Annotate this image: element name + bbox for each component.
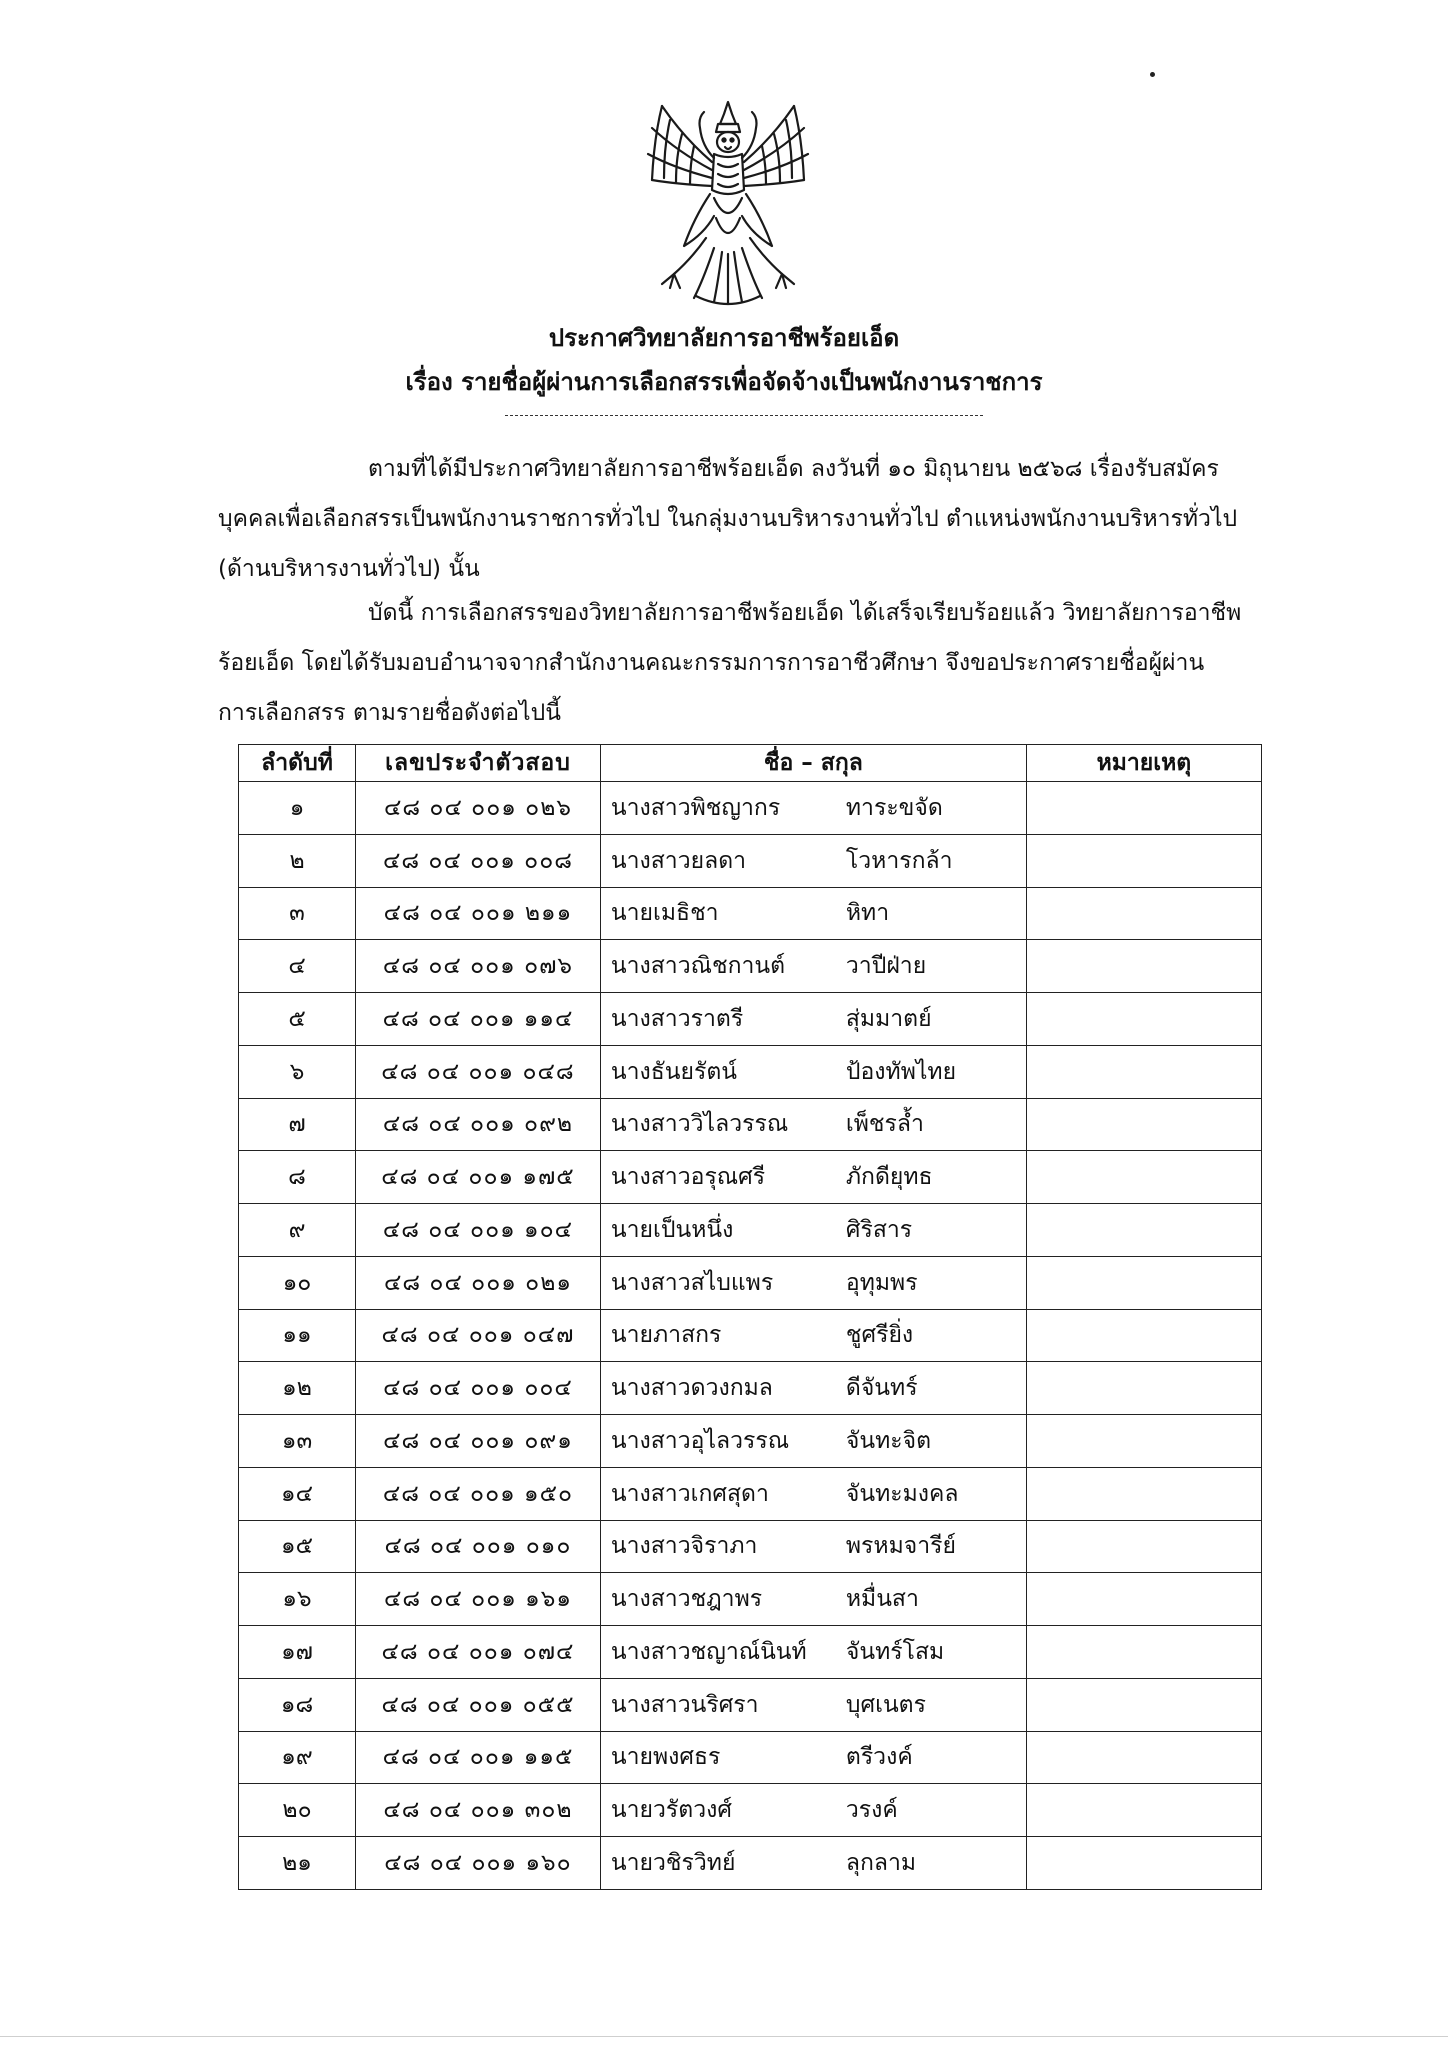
- row-given-name: นางสาวยลดา: [610, 847, 747, 874]
- row-exam-id: ๔๘ ๐๔ ๐๐๑ ๐๗๔: [356, 1626, 601, 1679]
- row-full-name: [600, 1045, 1026, 1098]
- row-number: ๑๙: [239, 1731, 356, 1784]
- row-number: ๑: [239, 782, 356, 835]
- row-number: ๑๑: [239, 1309, 356, 1362]
- row-surname: หิทา: [845, 900, 890, 927]
- row-given-name: นางสาวเกศสุดา: [610, 1480, 769, 1507]
- row-surname: จันทะจิต: [845, 1427, 932, 1454]
- row-surname: ตรีวงค์: [845, 1744, 913, 1771]
- table-row: [239, 1415, 1262, 1468]
- row-full-name: [600, 1098, 1026, 1151]
- table-row: [239, 1309, 1262, 1362]
- table-row: [239, 782, 1262, 835]
- row-given-name: นายเป็นหนึ่ง: [610, 1216, 734, 1243]
- row-given-name: นางสาวชญาณ์นินท์: [610, 1638, 807, 1665]
- row-full-name: [600, 1520, 1026, 1573]
- candidates-table: [238, 744, 1262, 1890]
- row-note: [1026, 1309, 1261, 1362]
- row-full-name: [600, 1204, 1026, 1257]
- row-note: [1026, 1731, 1261, 1784]
- paragraph-2-line: บัดนี้ การเลือกสรรของวิทยาลัยการอาชีพร้อยเอ็ด ได้เสร็จเรียบร้อยแล้ว วิทยาลัยการอาชีพ: [368, 600, 1242, 626]
- row-note: [1026, 1573, 1261, 1626]
- row-exam-id: ๔๘ ๐๔ ๐๐๑ ๑๑๔: [356, 993, 601, 1046]
- row-full-name: [600, 887, 1026, 940]
- garuda-emblem-icon: [644, 98, 812, 306]
- table-row: [239, 1626, 1262, 1679]
- row-surname: เพ็ชรล้ำ: [845, 1111, 924, 1138]
- header-name: ชื่อ – สกุล: [600, 745, 1026, 782]
- row-full-name: [600, 1415, 1026, 1468]
- row-number: ๒: [239, 834, 356, 887]
- row-exam-id: ๔๘ ๐๔ ๐๐๑ ๐๕๕: [356, 1678, 601, 1731]
- row-exam-id: ๔๘ ๐๔ ๐๐๑ ๐๒๑: [356, 1256, 601, 1309]
- row-note: [1026, 940, 1261, 993]
- row-given-name: นางสาวนริศรา: [610, 1691, 759, 1718]
- paragraph-2-line: การเลือกสรร ตามรายชื่อดังต่อไปนี้: [218, 700, 561, 726]
- paragraph-1-line: (ด้านบริหารงานทั่วไป) นั้น: [218, 556, 480, 582]
- row-exam-id: ๔๘ ๐๔ ๐๐๑ ๑๖๑: [356, 1573, 601, 1626]
- row-exam-id: ๔๘ ๐๔ ๐๐๑ ๐๒๖: [356, 782, 601, 835]
- row-full-name: [600, 1731, 1026, 1784]
- row-given-name: นางสาวอุไลวรรณ: [610, 1427, 790, 1454]
- row-given-name: นางธันยรัตน์: [610, 1058, 738, 1085]
- row-note: [1026, 1626, 1261, 1679]
- scan-edge-line: [0, 2036, 1448, 2037]
- row-exam-id: ๔๘ ๐๔ ๐๐๑ ๐๔๗: [356, 1309, 601, 1362]
- table-body: [239, 782, 1262, 1890]
- row-full-name: [600, 1837, 1026, 1890]
- table-row: [239, 1362, 1262, 1415]
- row-note: [1026, 834, 1261, 887]
- table-row: [239, 1151, 1262, 1204]
- row-full-name: [600, 1678, 1026, 1731]
- row-note: [1026, 1151, 1261, 1204]
- row-full-name: [600, 940, 1026, 993]
- table-row: [239, 1520, 1262, 1573]
- table-row: [239, 887, 1262, 940]
- row-full-name: [600, 1309, 1026, 1362]
- row-surname: ลุกลาม: [845, 1850, 917, 1876]
- table-row: [239, 1204, 1262, 1257]
- row-number: ๒๐: [239, 1784, 356, 1837]
- row-full-name: [600, 1626, 1026, 1679]
- row-full-name: [600, 1573, 1026, 1626]
- row-surname: ป้องทัพไทย: [845, 1058, 957, 1085]
- row-number: ๑๖: [239, 1573, 356, 1626]
- table-row: [239, 834, 1262, 887]
- row-number: ๑๘: [239, 1678, 356, 1731]
- table-row: [239, 1837, 1262, 1890]
- row-exam-id: ๔๘ ๐๔ ๐๐๑ ๑๕๐: [356, 1467, 601, 1520]
- table-row: [239, 1573, 1262, 1626]
- row-surname: ทาระขจัด: [845, 794, 943, 821]
- paragraph-2: [218, 588, 1298, 738]
- row-note: [1026, 1045, 1261, 1098]
- row-number: ๙: [239, 1204, 356, 1257]
- row-note: [1026, 887, 1261, 940]
- table-header-row: [239, 745, 1262, 782]
- scan-speck: [1150, 72, 1155, 77]
- row-full-name: [600, 1784, 1026, 1837]
- table-row: [239, 993, 1262, 1046]
- row-note: [1026, 1467, 1261, 1520]
- row-note: [1026, 1678, 1261, 1731]
- row-given-name: นางสาววิไลวรรณ: [610, 1111, 789, 1138]
- paragraph-1-line: บุคคลเพื่อเลือกสรรเป็นพนักงานราชการทั่วไป ในกลุ่มงานบริหารงานทั่วไป ตำแหน่งพนักงานบริหารทั่วไป: [218, 506, 1238, 532]
- row-number: ๖: [239, 1045, 356, 1098]
- paragraph-1-line: ตามที่ได้มีประกาศวิทยาลัยการอาชีพร้อยเอ็ด ลงวันที่ ๑๐ มิถุนายน ๒๕๖๘ เรื่องรับสมัคร: [368, 456, 1219, 482]
- row-exam-id: ๔๘ ๐๔ ๐๐๑ ๑๖๐: [356, 1837, 601, 1890]
- row-full-name: [600, 1256, 1026, 1309]
- row-exam-id: ๔๘ ๐๔ ๐๐๑ ๐๑๐: [356, 1520, 601, 1573]
- row-full-name: [600, 993, 1026, 1046]
- announcement-subject: เรื่อง รายชื่อผู้ผ่านการเลือกสรรเพื่อจัดจ้างเป็นพนักงานราชการ: [405, 368, 1043, 396]
- row-number: ๑๔: [239, 1467, 356, 1520]
- row-given-name: นายภาสกร: [610, 1322, 722, 1349]
- row-number: ๓: [239, 887, 356, 940]
- row-surname: วาปีฝ่าย: [845, 953, 927, 980]
- row-surname: หมื่นสา: [845, 1586, 919, 1613]
- table-row: [239, 1098, 1262, 1151]
- row-number: ๑๗: [239, 1626, 356, 1679]
- row-given-name: นางสาวราตรี: [610, 1005, 744, 1032]
- row-given-name: นางสาวจิราภา: [610, 1533, 758, 1560]
- row-exam-id: ๔๘ ๐๔ ๐๐๑ ๐๐๘: [356, 834, 601, 887]
- row-surname: สุ่มมาตย์: [845, 1005, 932, 1032]
- row-exam-id: ๔๘ ๐๔ ๐๐๑ ๑๗๕: [356, 1151, 601, 1204]
- row-given-name: นายเมธิชา: [610, 900, 719, 927]
- row-exam-id: ๔๘ ๐๔ ๐๐๑ ๐๐๔: [356, 1362, 601, 1415]
- row-note: [1026, 1520, 1261, 1573]
- row-full-name: [600, 1151, 1026, 1204]
- row-number: ๑๒: [239, 1362, 356, 1415]
- row-number: ๕: [239, 993, 356, 1046]
- row-surname: ภักดียุทธ: [845, 1164, 933, 1191]
- title-divider: [505, 415, 983, 416]
- paragraph-1: [218, 444, 1298, 594]
- row-surname: โวหารกล้า: [845, 847, 953, 874]
- row-full-name: [600, 1467, 1026, 1520]
- row-note: [1026, 993, 1261, 1046]
- row-exam-id: ๔๘ ๐๔ ๐๐๑ ๓๐๒: [356, 1784, 601, 1837]
- row-note: [1026, 1204, 1261, 1257]
- row-number: ๔: [239, 940, 356, 993]
- row-exam-id: ๔๘ ๐๔ ๐๐๑ ๒๑๑: [356, 887, 601, 940]
- row-given-name: นางสาวชฎาพร: [610, 1586, 763, 1613]
- row-surname: พรหมจารีย์: [845, 1533, 956, 1560]
- table-row: [239, 1467, 1262, 1520]
- table-row: [239, 1678, 1262, 1731]
- row-exam-id: ๔๘ ๐๔ ๐๐๑ ๐๙๑: [356, 1415, 601, 1468]
- row-full-name: [600, 782, 1026, 835]
- row-note: [1026, 1362, 1261, 1415]
- header-note: หมายเหตุ: [1026, 745, 1261, 782]
- row-note: [1026, 1415, 1261, 1468]
- table-row: [239, 1784, 1262, 1837]
- row-surname: จันทร์โสม: [845, 1638, 945, 1665]
- table-row: [239, 1731, 1262, 1784]
- row-number: ๒๑: [239, 1837, 356, 1890]
- table-row: [239, 1045, 1262, 1098]
- row-note: [1026, 1256, 1261, 1309]
- row-surname: วรงค์: [845, 1797, 898, 1824]
- header-no: ลำดับที่: [239, 745, 356, 782]
- row-given-name: นายวรัตวงศ์: [610, 1797, 732, 1824]
- paragraph-2-line: ร้อยเอ็ด โดยได้รับมอบอำนาจจากสำนักงานคณะกรรมการการอาชีวศึกษา จึงขอประกาศรายชื่อผู้ผ่าน: [218, 650, 1205, 676]
- row-given-name: นายวชิรวิทย์: [610, 1850, 736, 1876]
- row-exam-id: ๔๘ ๐๔ ๐๐๑ ๑๑๕: [356, 1731, 601, 1784]
- row-note: [1026, 1784, 1261, 1837]
- row-given-name: นางสาวสไบแพร: [610, 1269, 774, 1296]
- row-surname: ดีจันทร์: [845, 1375, 918, 1402]
- row-exam-id: ๔๘ ๐๔ ๐๐๑ ๑๐๔: [356, 1204, 601, 1257]
- table-row: [239, 940, 1262, 993]
- row-given-name: นายพงศธร: [610, 1744, 721, 1771]
- row-surname: อุทุมพร: [845, 1269, 918, 1296]
- row-exam-id: ๔๘ ๐๔ ๐๐๑ ๐๗๖: [356, 940, 601, 993]
- row-surname: จันทะมงคล: [845, 1480, 959, 1507]
- row-exam-id: ๔๘ ๐๔ ๐๐๑ ๐๙๒: [356, 1098, 601, 1151]
- row-full-name: [600, 834, 1026, 887]
- row-given-name: นางสาวพิชญากร: [610, 794, 781, 821]
- row-note: [1026, 782, 1261, 835]
- header-exam-id: เลขประจำตัวสอบ: [356, 745, 601, 782]
- row-exam-id: ๔๘ ๐๔ ๐๐๑ ๐๔๘: [356, 1045, 601, 1098]
- row-number: ๑๐: [239, 1256, 356, 1309]
- row-number: ๑๕: [239, 1520, 356, 1573]
- row-given-name: นางสาวณิชกานต์: [610, 953, 786, 980]
- row-note: [1026, 1098, 1261, 1151]
- row-full-name: [600, 1362, 1026, 1415]
- announcement-title: ประกาศวิทยาลัยการอาชีพร้อยเอ็ด: [548, 324, 900, 352]
- row-surname: บุศเนตร: [845, 1691, 926, 1718]
- row-number: ๑๓: [239, 1415, 356, 1468]
- row-given-name: นางสาวดวงกมล: [610, 1375, 773, 1402]
- row-number: ๗: [239, 1098, 356, 1151]
- row-given-name: นางสาวอรุณศรี: [610, 1164, 766, 1191]
- table-row: [239, 1256, 1262, 1309]
- row-number: ๘: [239, 1151, 356, 1204]
- row-surname: ชูศรียิ่ง: [845, 1322, 914, 1349]
- row-note: [1026, 1837, 1261, 1890]
- row-surname: ศิริสาร: [845, 1216, 913, 1243]
